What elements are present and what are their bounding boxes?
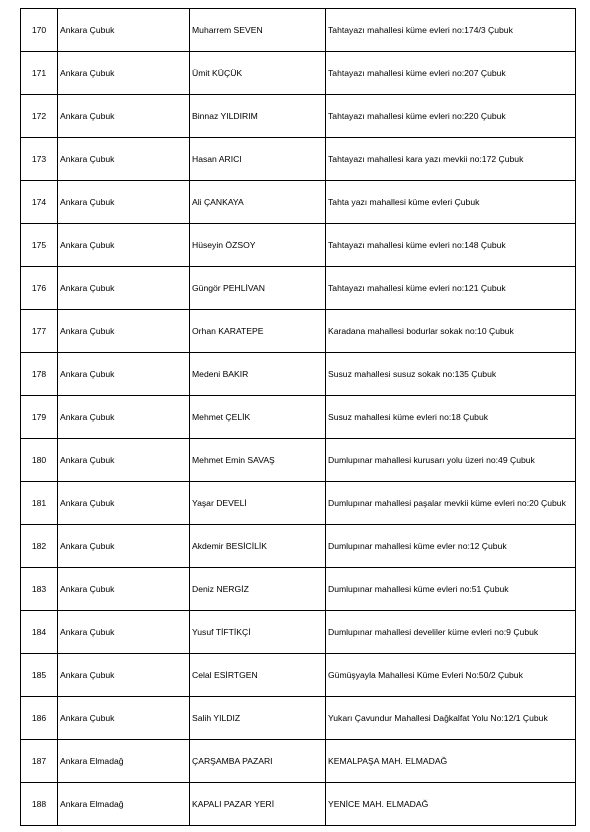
city-cell: Ankara Çubuk — [58, 654, 190, 697]
address-cell: Tahta yazı mahallesi küme evleri Çubuk — [326, 181, 576, 224]
name-cell: ÇARŞAMBA PAZARI — [190, 740, 326, 783]
name-cell: Mehmet ÇELİK — [190, 396, 326, 439]
table-row — [21, 654, 576, 697]
row-number-cell: 171 — [21, 52, 58, 95]
row-number-cell: 186 — [21, 697, 58, 740]
row-number-cell: 185 — [21, 654, 58, 697]
name-cell: Hüseyin ÖZSOY — [190, 224, 326, 267]
address-cell: Tahtayazı mahallesi küme evleri no:174/3 Çubuk — [326, 9, 576, 52]
table-row — [21, 224, 576, 267]
row-number-cell: 176 — [21, 267, 58, 310]
row-number-cell: 188 — [21, 783, 58, 826]
table-row — [21, 138, 576, 181]
table-row — [21, 181, 576, 224]
city-cell: Ankara Çubuk — [58, 611, 190, 654]
row-number-cell: 178 — [21, 353, 58, 396]
table-row — [21, 95, 576, 138]
row-number-cell: 181 — [21, 482, 58, 525]
row-number-cell: 172 — [21, 95, 58, 138]
address-cell: Dumlupınar mahallesi küme evleri no:51 Çubuk — [326, 568, 576, 611]
name-cell: Mehmet Emin SAVAŞ — [190, 439, 326, 482]
address-cell: YENİCE MAH. ELMADAĞ — [326, 783, 576, 826]
table-row — [21, 568, 576, 611]
address-cell: Karadana mahallesi bodurlar sokak no:10 Çubuk — [326, 310, 576, 353]
table-row — [21, 439, 576, 482]
name-cell: Deniz NERGİZ — [190, 568, 326, 611]
row-number-cell: 180 — [21, 439, 58, 482]
address-cell: Susuz mahallesi susuz sokak no:135 Çubuk — [326, 353, 576, 396]
name-cell: Muharrem SEVEN — [190, 9, 326, 52]
name-cell: Celal ESİRTGEN — [190, 654, 326, 697]
city-cell: Ankara Çubuk — [58, 95, 190, 138]
address-cell: Tahtayazı mahallesi kara yazı mevkii no:172 Çubuk — [326, 138, 576, 181]
address-cell: Gümüşyayla Mahallesi Küme Evleri No:50/2 Çubuk — [326, 654, 576, 697]
address-cell: Dumlupınar mahallesi develiler küme evleri no:9 Çubuk — [326, 611, 576, 654]
table-body — [21, 9, 576, 826]
city-cell: Ankara Çubuk — [58, 396, 190, 439]
city-cell: Ankara Çubuk — [58, 52, 190, 95]
name-cell: Yaşar DEVELİ — [190, 482, 326, 525]
row-number-cell: 177 — [21, 310, 58, 353]
address-cell: Tahtayazı mahallesi küme evleri no:148 Çubuk — [326, 224, 576, 267]
address-cell: Tahtayazı mahallesi küme evleri no:121 Çubuk — [326, 267, 576, 310]
address-cell: Susuz mahallesi küme evleri no:18 Çubuk — [326, 396, 576, 439]
name-cell: Akdemir BESİCİLİK — [190, 525, 326, 568]
address-cell: Dumlupınar mahallesi küme evler no:12 Çubuk — [326, 525, 576, 568]
name-cell: Ümit KÜÇÜK — [190, 52, 326, 95]
row-number-cell: 173 — [21, 138, 58, 181]
table-row — [21, 52, 576, 95]
name-cell: Salih YILDIZ — [190, 697, 326, 740]
table-row — [21, 396, 576, 439]
address-cell: Yukarı Çavundur Mahallesi Dağkalfat Yolu No:12/1 Çubuk — [326, 697, 576, 740]
city-cell: Ankara Çubuk — [58, 267, 190, 310]
table-row — [21, 267, 576, 310]
city-cell: Ankara Çubuk — [58, 138, 190, 181]
row-number-cell: 182 — [21, 525, 58, 568]
address-cell: Dumlupınar mahallesi paşalar mevkii küme evleri no:20 Çubuk — [326, 482, 576, 525]
city-cell: Ankara Çubuk — [58, 525, 190, 568]
city-cell: Ankara Elmadağ — [58, 783, 190, 826]
city-cell: Ankara Çubuk — [58, 439, 190, 482]
row-number-cell: 179 — [21, 396, 58, 439]
city-cell: Ankara Çubuk — [58, 224, 190, 267]
records-table — [20, 8, 576, 826]
row-number-cell: 175 — [21, 224, 58, 267]
name-cell: Ali ÇANKAYA — [190, 181, 326, 224]
name-cell: Medeni BAKIR — [190, 353, 326, 396]
name-cell: KAPALI PAZAR YERİ — [190, 783, 326, 826]
address-cell: Tahtayazı mahallesi küme evleri no:207 Çubuk — [326, 52, 576, 95]
city-cell: Ankara Çubuk — [58, 568, 190, 611]
row-number-cell: 184 — [21, 611, 58, 654]
city-cell: Ankara Çubuk — [58, 697, 190, 740]
city-cell: Ankara Çubuk — [58, 9, 190, 52]
document-sheet — [20, 8, 576, 826]
city-cell: Ankara Çubuk — [58, 482, 190, 525]
city-cell: Ankara Çubuk — [58, 181, 190, 224]
table-row — [21, 310, 576, 353]
table-row — [21, 783, 576, 826]
table-row — [21, 740, 576, 783]
row-number-cell: 187 — [21, 740, 58, 783]
name-cell: Binnaz YILDIRIM — [190, 95, 326, 138]
table-row — [21, 482, 576, 525]
table-row — [21, 611, 576, 654]
city-cell: Ankara Elmadağ — [58, 740, 190, 783]
name-cell: Güngör PEHLİVAN — [190, 267, 326, 310]
row-number-cell: 174 — [21, 181, 58, 224]
table-row — [21, 9, 576, 52]
table-row — [21, 697, 576, 740]
name-cell: Hasan ARICI — [190, 138, 326, 181]
table-row — [21, 525, 576, 568]
city-cell: Ankara Çubuk — [58, 353, 190, 396]
name-cell: Orhan KARATEPE — [190, 310, 326, 353]
name-cell: Yusuf TİFTİKÇİ — [190, 611, 326, 654]
row-number-cell: 183 — [21, 568, 58, 611]
address-cell: KEMALPAŞA MAH. ELMADAĞ — [326, 740, 576, 783]
table-row — [21, 353, 576, 396]
city-cell: Ankara Çubuk — [58, 310, 190, 353]
address-cell: Tahtayazı mahallesi küme evleri no:220 Çubuk — [326, 95, 576, 138]
address-cell: Dumlupınar mahallesi kurusarı yolu üzeri no:49 Çubuk — [326, 439, 576, 482]
row-number-cell: 170 — [21, 9, 58, 52]
